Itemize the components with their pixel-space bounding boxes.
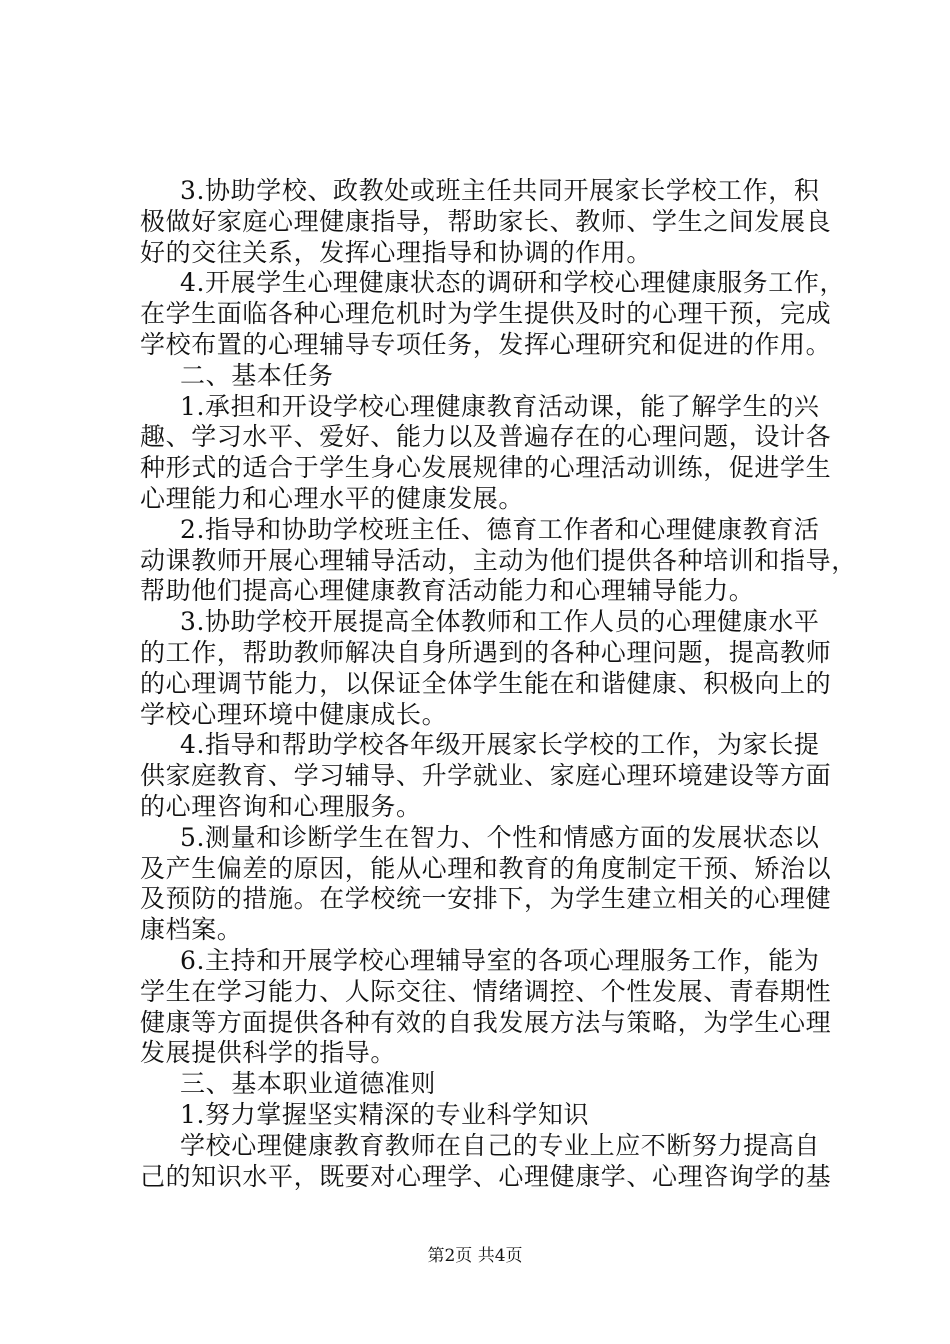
text-line: 心理能力和心理水平的健康发展。: [140, 483, 525, 513]
text-line: 在学生面临各种心理危机时为学生提供及时的心理干预，完成: [140, 299, 832, 329]
text-line: 及预防的措施。在学校统一安排下，为学生建立相关的心理健: [140, 884, 832, 914]
paragraph: [140, 1131, 840, 1193]
text-line: 5.测量和诊断学生在智力、个性和情感方面的发展状态以: [180, 822, 820, 852]
paragraph: [140, 730, 840, 822]
paragraph: [140, 268, 846, 360]
text-line: 健康等方面提供各种有效的自我发展方法与策略，为学生心理: [140, 1007, 832, 1037]
text-line: 康档案。: [140, 915, 243, 945]
document-body: [140, 176, 857, 1192]
text-line: 帮助他们提高心理健康教育活动能力和心理辅导能力。: [140, 576, 755, 606]
paragraph: [140, 176, 840, 268]
text-line: 4.开展学生心理健康状态的调研和学校心理健康服务工作，: [180, 268, 846, 298]
paragraph: [140, 361, 840, 392]
text-line: 6.主持和开展学校心理辅导室的各项心理服务工作，能为: [180, 945, 820, 975]
text-line: 2.指导和协助学校班主任、德育工作者和心理健康教育活: [180, 514, 820, 544]
text-line: 种形式的适合于学生身心发展规律的心理活动训练，促进学生: [140, 453, 832, 483]
paragraph: [140, 514, 857, 607]
text-line: 三、基本职业道德准则: [180, 1069, 437, 1099]
text-line: 学校心理环境中健康成长。: [140, 699, 448, 729]
text-line: 发展提供科学的指导。: [140, 1038, 397, 1068]
text-line: 二、基本任务: [180, 360, 334, 390]
text-line: 4.指导和帮助学校各年级开展家长学校的工作，为家长提: [180, 730, 820, 760]
text-line: 3.协助学校、政教处或班主任共同开展家长学校工作，积: [180, 176, 820, 205]
paragraph: [140, 392, 840, 515]
text-line: 学生在学习能力、人际交往、情绪调控、个性发展、青春期性: [140, 976, 832, 1006]
paragraph: [140, 1100, 840, 1131]
text-line: 1.努力掌握坚实精深的专业科学知识: [180, 1099, 590, 1129]
text-line: 的工作，帮助教师解决自身所遇到的各种心理问题，提高教师: [140, 637, 832, 667]
paragraph: [140, 1069, 840, 1100]
text-line: 的心理调节能力，以保证全体学生能在和谐健康、积极向上的: [140, 668, 832, 698]
paragraph: [140, 823, 840, 946]
paragraph: [140, 946, 840, 1069]
text-line: 动课教师开展心理辅导活动，主动为他们提供各种培训和指导，: [140, 545, 857, 575]
text-line: 学校布置的心理辅导专项任务，发挥心理研究和促进的作用。: [140, 329, 832, 359]
text-line: 好的交往关系，发挥心理指导和协调的作用。: [140, 237, 653, 267]
text-line: 供家庭教育、学习辅导、升学就业、家庭心理环境建设等方面: [140, 761, 832, 791]
text-line: 己的知识水平，既要对心理学、心理健康学、心理咨询学的基: [140, 1161, 832, 1191]
page-footer: 第2页 共4页: [427, 1246, 523, 1266]
paragraph: [140, 607, 840, 730]
text-line: 学校心理健康教育教师在自己的专业上应不断努力提高自: [180, 1130, 821, 1160]
text-line: 趣、学习水平、爱好、能力以及普遍存在的心理问题，设计各: [140, 422, 832, 452]
text-line: 3.协助学校开展提高全体教师和工作人员的心理健康水平: [180, 607, 820, 637]
text-line: 及产生偏差的原因，能从心理和教育的角度制定干预、矫治以: [140, 853, 832, 883]
text-line: 极做好家庭心理健康指导，帮助家长、教师、学生之间发展良: [140, 206, 832, 236]
text-line: 的心理咨询和心理服务。: [140, 791, 422, 821]
text-line: 1.承担和开设学校心理健康教育活动课，能了解学生的兴: [180, 391, 820, 421]
